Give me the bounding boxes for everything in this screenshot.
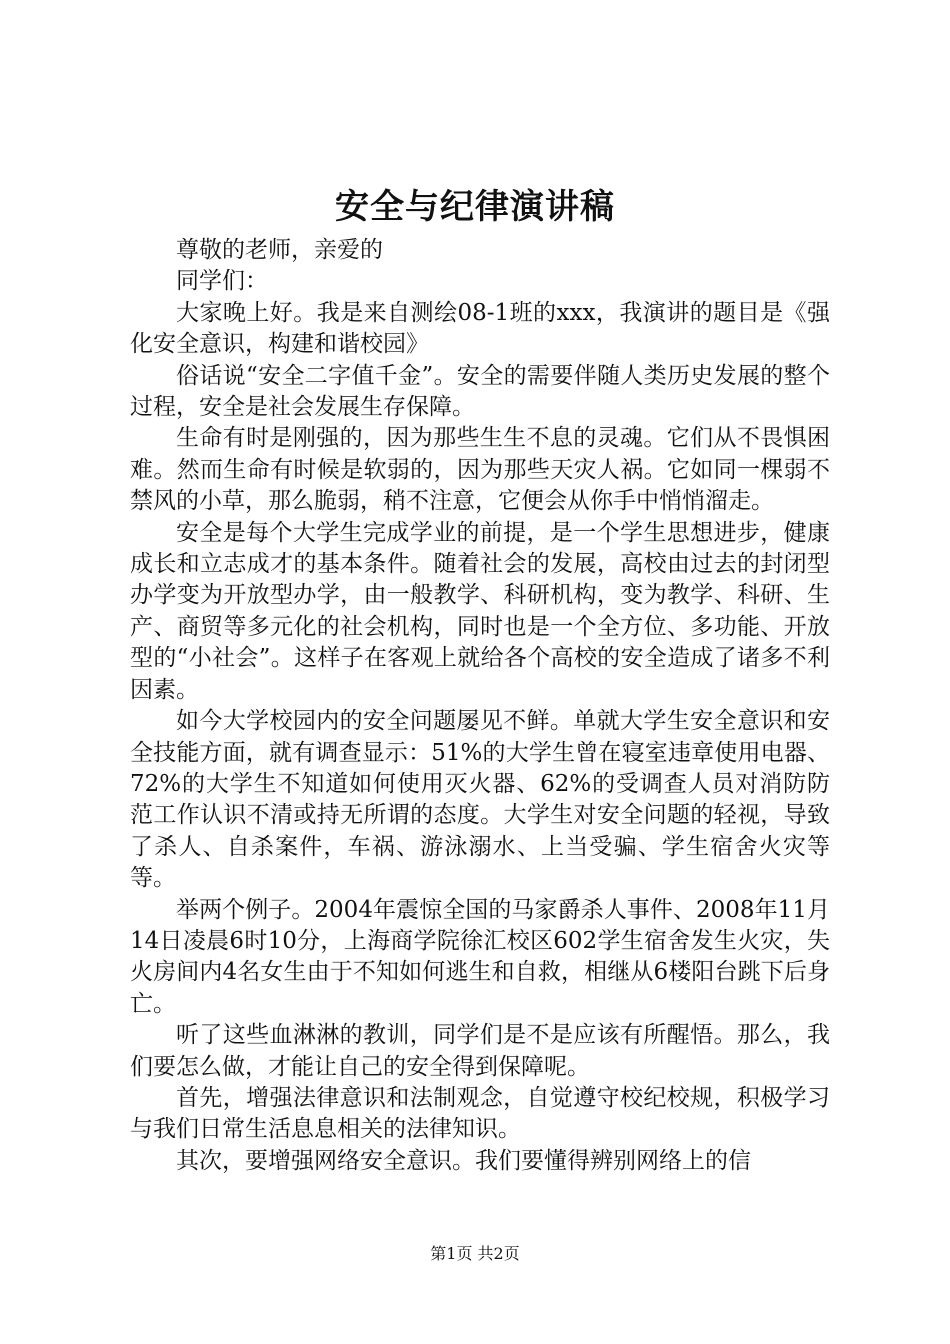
paragraph: 生命有时是刚强的，因为那些生生不息的灵魂。它们从不畏惧困难。然而生命有时候是软弱的，因为那些天灾人祸。它如同一棵弱不禁风的小草，那么脆弱，稍不注意，它便会从你手中悄悄溜走。 xyxy=(130,425,830,515)
paragraph: 其次，要增强网络安全意识。我们要懂得辨别网络上的信 xyxy=(176,1147,751,1174)
paragraph: 首先，增强法律意识和法制观念，自觉遵守校纪校规，积极学习与我们日常生活息息相关的法律知识。 xyxy=(130,1084,830,1143)
paragraph: 俗话说“安全二字值千金”。安全的需要伴随人类历史发展的整个过程，安全是社会发展生存保障。 xyxy=(130,362,830,421)
paragraph: 安全是每个大学生完成学业的前提，是一个学生思想进步，健康成长和立志成才的基本条件。随着社会的发展，高校由过去的封闭型办学变为开放型办学，由一般教学、科研机构，变为教学、科研、生产、商贸等多元化的社会机构，同时也是一个全方位、多功能、开放型的“小社会”。这样子在客观上就给各个高校的安全造成了诸多不利因素。 xyxy=(130,519,830,703)
paragraph: 大家晚上好。我是来自测绘08-1班的xxx，我演讲的题目是《强化安全意识，构建和谐校园》 xyxy=(130,299,830,358)
paragraph: 听了这些血淋淋的教训，同学们是不是应该有所醒悟。那么，我们要怎么做，才能让自己的安全得到保障呢。 xyxy=(130,1022,830,1080)
paragraph-greeting-2: 同学们： xyxy=(176,268,268,295)
document-title: 安全与纪律演讲稿 xyxy=(335,187,615,227)
page-number-footer: 第1页 共2页 xyxy=(430,1244,520,1263)
paragraph: 如今大学校园内的安全问题屡见不鲜。单就大学生安全意识和安全技能方面，就有调查显示：51%的大学生曾在寝室违章使用电器、72%的大学生不知道如何使用灭火器、62%的受调查人员对消防防范工作认识不清或持无所谓的态度。大学生对安全问题的轻视，导致了杀人、自杀案件，车祸、游泳溺水、上当受骗、学生宿舍火灾等等。 xyxy=(130,708,830,892)
paragraph-greeting-1: 尊敬的老师，亲爱的 xyxy=(176,237,383,263)
document-body xyxy=(130,235,830,1177)
paragraph: 举两个例子。2004年震惊全国的马家爵杀人事件、2008年11月14日凌晨6时10分，上海商学院徐汇校区602学生宿舍发生火灾，失火房间内4名女生由于不知如何逃生和自救，相继从6楼阳台跳下后身亡。 xyxy=(130,896,830,1017)
